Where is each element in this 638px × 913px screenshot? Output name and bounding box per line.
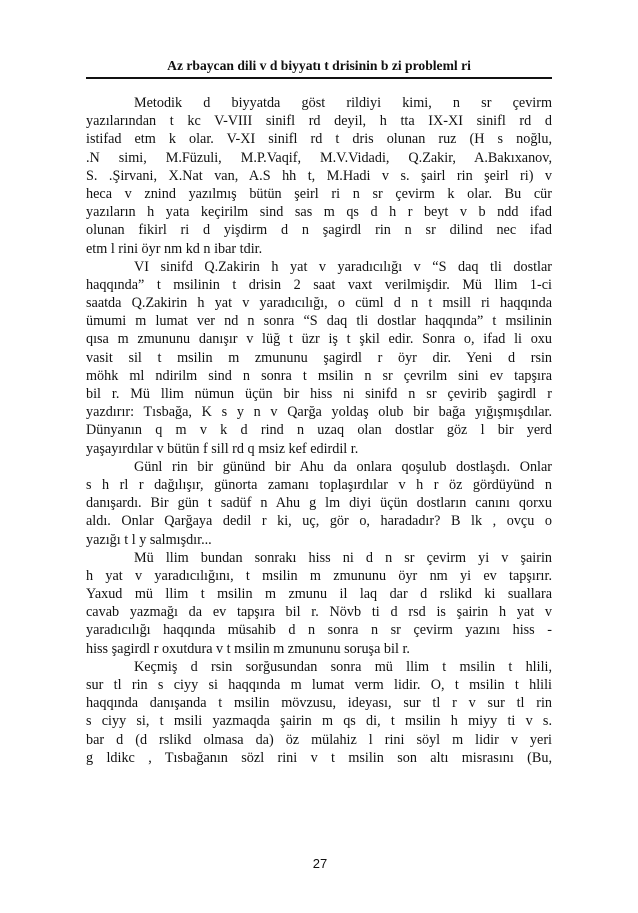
text-line: s ciyy si, t msili yazmaqda şairin m qs di, t msilin h miyy ti v s. xyxy=(86,713,552,730)
text-line: vasit sil t msilin m zmununu şagirdl r öyr dir. Yeni d rsin xyxy=(86,349,552,366)
text-line: qısa m zmununu danışır v lüğ t üzr iş t şkil edir. Sonra o, ifad li oxu xyxy=(86,331,552,348)
text-line: haqqında danışanda t msilin mövzusu, ideyası, sur tl r v sur tl rin xyxy=(86,695,552,712)
paragraph-2 xyxy=(86,258,552,458)
text-line: Metodik d biyyatda göst rildiyi kimi, n sr çevirm xyxy=(134,95,552,111)
text-line: olunan fikirl ri d yişdirm d n şagirdl rin n sr dilind nec ifad xyxy=(86,222,552,239)
text-line: hiss şagirdl r oxutdura v t msilin m zmununu soruşa bil r. xyxy=(86,640,410,657)
text-line: yazılarından t kc V-VIII sinifl rd deyil, h tta IX-XI sinifl rd d xyxy=(86,113,552,130)
paragraph-5 xyxy=(86,658,552,767)
body-text xyxy=(86,94,552,767)
text-line: bar d (d rslikd olmasa da) öz mülahiz l rini söyl m lidir v yeri xyxy=(86,731,552,748)
text-line: yazıların h yata keçirilm sind sas m qs d h r beyt v b ndd ifad xyxy=(86,204,552,221)
text-line: möhk ml ndirilm sind n sonra t msilin n sr çevrilm sini ev tapşıra xyxy=(86,367,552,384)
text-line: yazdırır: Tısbağa, K s y n v Qarğa yoldaş olub bir bağa yığışmışdılar. xyxy=(86,404,552,421)
text-line: haqqında” t msilinin t drisin 2 saat vaxt verilmişdir. Mü llim 1-ci xyxy=(86,276,552,293)
text-line: sur tl rin s ciyy si haqqında m lumat verm lidir. O, t msilin t hlili xyxy=(86,677,552,693)
text-line: Dünyanın q m v k d rind n uzaq olan dostlar göz l bir yerd xyxy=(86,422,552,439)
text-line: ümumi m lumat ver nd n sonra “S daq tli dostlar haqqında” t msilinin xyxy=(86,313,552,330)
text-line: aldı. Onlar Qarğaya dedil r ki, uç, gör o, haradadır? B lk , ovçu o xyxy=(86,513,552,530)
text-line: heca v znind yazılmış bütün şeirl ri n sr çevirm k olar. Bu cür xyxy=(86,185,552,202)
text-line: yaşayırdılar v bütün f sill rd q msiz kef edirdil r. xyxy=(86,440,359,457)
text-line: Günl rin bir gününd bir Ahu da onlara qoşulub dostlaşdı. Onlar xyxy=(134,458,552,475)
text-line: Mü llim bundan sonrakı hiss ni d n sr çevirm yi v şairin xyxy=(134,549,552,566)
text-line: s h rl r dağılışır, günorta zamanı toplaşırdılar v h r öz gördüyünd n xyxy=(86,476,552,493)
paragraph-4 xyxy=(86,549,552,658)
text-line: h yat v yaradıcılığını, t msilin m zmununu öyr nm yi ev tapşırır. xyxy=(86,567,552,584)
text-line: g ldikc , Tısbağanın sözl rini v t msilin son altı misrasını (Bu, xyxy=(86,749,552,766)
paragraph-1 xyxy=(86,94,552,258)
text-line: Keçmiş d rsin sorğusundan sonra mü llim t msilin t hlili, xyxy=(134,658,552,675)
header-rule xyxy=(86,77,552,79)
paragraph-3 xyxy=(86,458,552,549)
text-line: cavab yazmağı da ev tapşıra bil r. Növb ti d rsd is şairin h yat v xyxy=(86,604,552,621)
running-header: Az rbaycan dili v d biyyatı t drisinin b zi probleml ri xyxy=(167,58,471,73)
text-line: .N simi, M.Füzuli, M.P.Vaqif, M.V.Vidadi, Q.Zakir, A.Bakıxanov, xyxy=(86,149,552,166)
text-line: danışardı. Bir gün t sadüf n Ahu g lm diyi üçün dostların canını qorxu xyxy=(86,495,552,512)
text-line: etm l rini öyr nm kd n ibar tdir. xyxy=(86,240,263,257)
text-line: Yaxud mü llim t msilin m zmunu il laq dar d rslikd ki suallara xyxy=(86,586,552,603)
text-line: S. .Şirvani, X.Nat van, A.S hh t, M.Hadi v s. şairl rin şeirl ri) v xyxy=(86,167,552,184)
text-line: istifad etm k olar. V-XI sinifl rd t dris olunan ruz (H s noğlu, xyxy=(86,131,552,148)
page-number: 27 xyxy=(312,856,328,871)
text-line: yazığı t l y salmışdır... xyxy=(86,531,212,548)
text-line: yaradıcılığı haqqında müsahib d n sonra n sr çevirm yazını hiss - xyxy=(86,622,552,639)
text-line: saatda Q.Zakirin h yat v yaradıcılığı, o cüml d n t msill ri haqqında xyxy=(86,295,552,312)
text-line: bil r. Mü llim nümun üçün bir hiss ni sinifd n sr çevirib şagirdl r xyxy=(86,386,552,402)
text-line: VI sinifd Q.Zakirin h yat v yaradıcılığı v “S daq tli dostlar xyxy=(134,258,552,275)
